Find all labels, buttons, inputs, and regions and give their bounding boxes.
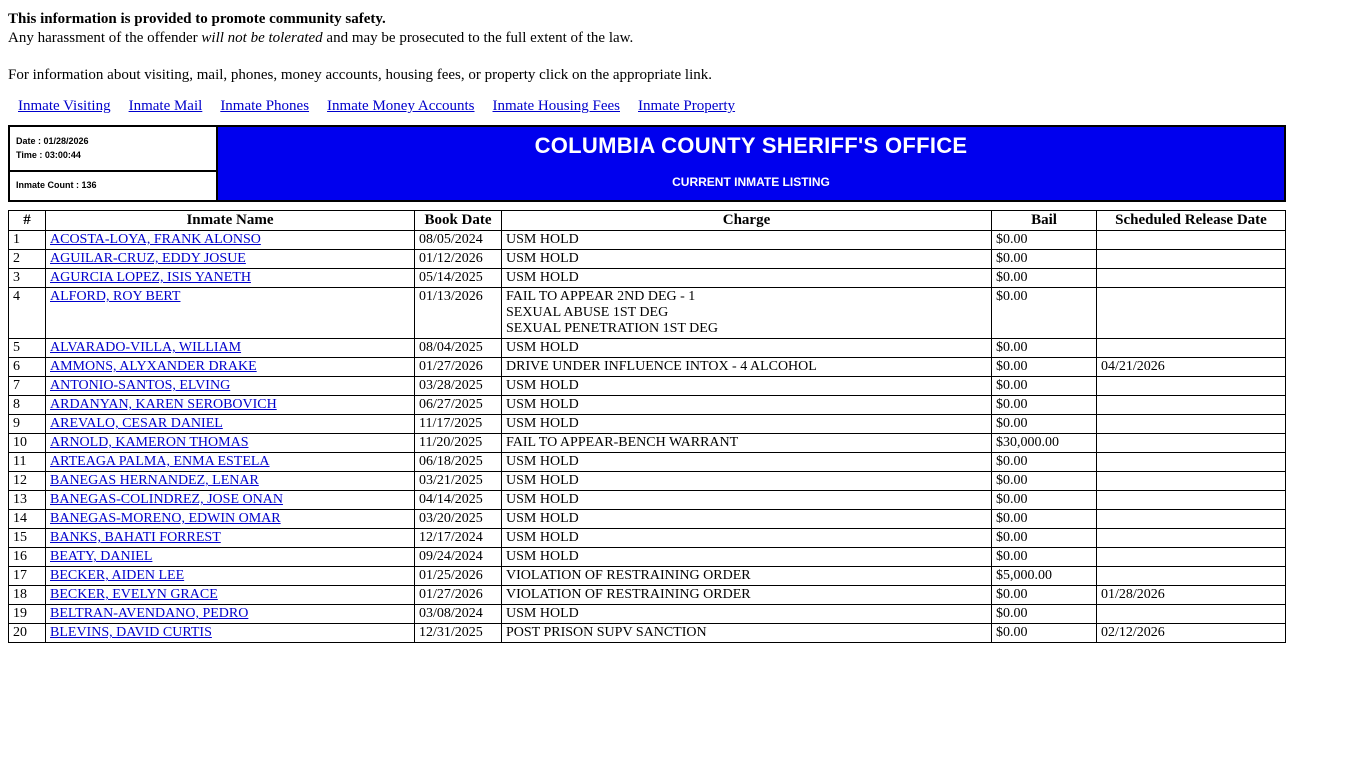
bail-cell: $0.00 xyxy=(992,396,1097,415)
book-date-cell: 03/08/2024 xyxy=(415,605,502,624)
charge-line: USM HOLD xyxy=(506,606,579,622)
book-date-cell: 05/14/2025 xyxy=(415,269,502,288)
row-number: 17 xyxy=(9,567,46,586)
book-date-cell: 12/17/2024 xyxy=(415,529,502,548)
row-number: 20 xyxy=(9,624,46,643)
charge-cell xyxy=(502,491,992,510)
bail-cell: $0.00 xyxy=(992,415,1097,434)
inmate-name-link[interactable]: BANKS, BAHATI FORREST xyxy=(50,530,221,546)
table-header-row xyxy=(9,211,1286,231)
link-inmate-money-accounts[interactable]: Inmate Money Accounts xyxy=(327,98,475,115)
inmate-name-link[interactable]: ARDANYAN, KAREN SEROBOVICH xyxy=(50,397,277,413)
book-date-cell: 12/31/2025 xyxy=(415,624,502,643)
inmate-name-link[interactable]: BECKER, EVELYN GRACE xyxy=(50,587,218,603)
charge-line: VIOLATION OF RESTRAINING ORDER xyxy=(506,587,751,603)
row-number: 5 xyxy=(9,339,46,358)
report-subtitle: CURRENT INMATE LISTING xyxy=(672,174,830,189)
inmate-name-link[interactable]: ALFORD, ROY BERT xyxy=(50,289,181,305)
release-date-cell xyxy=(1097,288,1286,339)
column-header-book-date: Book Date xyxy=(415,211,502,231)
charge-cell xyxy=(502,358,992,377)
charge-cell xyxy=(502,396,992,415)
report-meta-panel xyxy=(10,127,218,200)
row-number: 3 xyxy=(9,269,46,288)
release-date-cell: 04/21/2026 xyxy=(1097,358,1286,377)
row-number: 18 xyxy=(9,586,46,605)
book-date-cell: 11/20/2025 xyxy=(415,434,502,453)
table-body xyxy=(9,231,1286,643)
table-row xyxy=(9,377,1286,396)
release-date-cell xyxy=(1097,453,1286,472)
book-date-cell: 03/28/2025 xyxy=(415,377,502,396)
charge-line: FAIL TO APPEAR-BENCH WARRANT xyxy=(506,435,739,451)
release-date-cell xyxy=(1097,250,1286,269)
column-header-number: # xyxy=(9,211,46,231)
table-row xyxy=(9,605,1286,624)
charge-cell xyxy=(502,510,992,529)
charge-line: USM HOLD xyxy=(506,549,579,565)
table-row xyxy=(9,472,1286,491)
row-number: 10 xyxy=(9,434,46,453)
charge-cell xyxy=(502,339,992,358)
row-number: 2 xyxy=(9,250,46,269)
charge-line: USM HOLD xyxy=(506,473,579,489)
charge-cell xyxy=(502,288,992,339)
bail-cell: $0.00 xyxy=(992,453,1097,472)
release-date-cell xyxy=(1097,548,1286,567)
inmate-name-cell xyxy=(46,339,415,358)
bail-cell: $30,000.00 xyxy=(992,434,1097,453)
charge-cell xyxy=(502,605,992,624)
harassment-notice xyxy=(8,29,1358,48)
release-date-cell xyxy=(1097,434,1286,453)
release-date-cell xyxy=(1097,567,1286,586)
table-row xyxy=(9,358,1286,377)
information-notice: For information about visiting, mail, phones, money accounts, housing fees, or property click on the appropriate link. xyxy=(8,66,713,83)
inmate-name-cell xyxy=(46,377,415,396)
inmate-name-link[interactable]: BLEVINS, DAVID CURTIS xyxy=(50,625,212,641)
charge-cell xyxy=(502,453,992,472)
book-date-cell: 06/27/2025 xyxy=(415,396,502,415)
row-number: 1 xyxy=(9,231,46,250)
release-date-cell xyxy=(1097,269,1286,288)
inmate-name-link[interactable]: ARNOLD, KAMERON THOMAS xyxy=(50,435,249,451)
inmate-name-cell xyxy=(46,250,415,269)
row-number: 4 xyxy=(9,288,46,339)
table-row xyxy=(9,491,1286,510)
release-date-cell: 01/28/2026 xyxy=(1097,586,1286,605)
charge-cell xyxy=(502,624,992,643)
book-date-cell: 03/20/2025 xyxy=(415,510,502,529)
link-inmate-property[interactable]: Inmate Property xyxy=(638,98,736,115)
charge-line: USM HOLD xyxy=(506,454,579,470)
inmate-name-cell xyxy=(46,586,415,605)
inmate-name-cell xyxy=(46,288,415,339)
charge-line: USM HOLD xyxy=(506,270,579,286)
link-inmate-housing-fees[interactable]: Inmate Housing Fees xyxy=(492,98,620,115)
book-date-cell: 06/18/2025 xyxy=(415,453,502,472)
inmate-name-link[interactable]: AGUILAR-CRUZ, EDDY JOSUE xyxy=(50,251,246,267)
report-date: Date : 01/28/2026 xyxy=(16,136,89,147)
book-date-cell: 03/21/2025 xyxy=(415,472,502,491)
book-date-cell: 08/05/2024 xyxy=(415,231,502,250)
bail-cell: $0.00 xyxy=(992,605,1097,624)
bail-cell: $0.00 xyxy=(992,529,1097,548)
charge-line: USM HOLD xyxy=(506,378,579,394)
charge-line: USM HOLD xyxy=(506,232,579,248)
inmate-name-cell xyxy=(46,510,415,529)
inmate-name-cell xyxy=(46,548,415,567)
row-number: 15 xyxy=(9,529,46,548)
spacer xyxy=(8,48,1358,66)
inmate-listing-table xyxy=(8,210,1286,643)
agency-banner xyxy=(218,127,1284,200)
charge-line: USM HOLD xyxy=(506,416,579,432)
table-row xyxy=(9,510,1286,529)
charge-cell xyxy=(502,415,992,434)
row-number: 7 xyxy=(9,377,46,396)
inmate-name-cell xyxy=(46,624,415,643)
book-date-cell: 09/24/2024 xyxy=(415,548,502,567)
table-row xyxy=(9,250,1286,269)
charge-line: POST PRISON SUPV SANCTION xyxy=(506,625,707,641)
table-row xyxy=(9,415,1286,434)
inmate-name-link[interactable]: BEATY, DANIEL xyxy=(50,549,153,565)
link-inmate-phones[interactable]: Inmate Phones xyxy=(220,98,310,115)
table-row xyxy=(9,269,1286,288)
inmate-name-cell xyxy=(46,415,415,434)
table-row xyxy=(9,231,1286,250)
release-date-cell: 02/12/2026 xyxy=(1097,624,1286,643)
charge-cell xyxy=(502,269,992,288)
release-date-cell xyxy=(1097,415,1286,434)
bail-cell: $5,000.00 xyxy=(992,567,1097,586)
charge-cell xyxy=(502,472,992,491)
table-row xyxy=(9,339,1286,358)
bail-cell: $0.00 xyxy=(992,269,1097,288)
table-row xyxy=(9,567,1286,586)
charge-line: VIOLATION OF RESTRAINING ORDER xyxy=(506,568,751,584)
charge-cell xyxy=(502,529,992,548)
inmate-name-link[interactable]: ANTONIO-SANTOS, ELVING xyxy=(50,378,231,394)
inmate-name-link[interactable]: BANEGAS-COLINDREZ, JOSE ONAN xyxy=(50,492,283,508)
row-number: 13 xyxy=(9,491,46,510)
harassment-notice-part2: and may be prosecuted to the full extent of the law. xyxy=(322,29,634,46)
charge-line: USM HOLD xyxy=(506,251,579,267)
charge-line: USM HOLD xyxy=(506,492,579,508)
charge-line: DRIVE UNDER INFLUENCE INTOX - 4 ALCOHOL xyxy=(506,359,817,375)
column-header-bail: Bail xyxy=(992,211,1097,231)
row-number: 14 xyxy=(9,510,46,529)
row-number: 11 xyxy=(9,453,46,472)
bail-cell: $0.00 xyxy=(992,339,1097,358)
inmate-name-link[interactable]: BECKER, AIDEN LEE xyxy=(50,568,185,584)
inmate-name-cell xyxy=(46,231,415,250)
inmate-name-link[interactable]: ARTEAGA PALMA, ENMA ESTELA xyxy=(50,454,270,470)
bail-cell: $0.00 xyxy=(992,231,1097,250)
community-safety-notice: This information is provided to promote community safety. xyxy=(8,11,386,27)
column-header-inmate-name: Inmate Name xyxy=(46,211,415,231)
spacer-2 xyxy=(8,84,1358,98)
release-date-cell xyxy=(1097,491,1286,510)
inmate-name-cell xyxy=(46,269,415,288)
charge-cell xyxy=(502,434,992,453)
harassment-notice-part1: Any harassment of the offender xyxy=(8,29,202,46)
book-date-cell: 01/25/2026 xyxy=(415,567,502,586)
charge-line: FAIL TO APPEAR 2ND DEG - 1 xyxy=(506,289,696,305)
inmate-name-cell xyxy=(46,529,415,548)
inmate-name-link[interactable]: BANEGAS HERNANDEZ, LENAR xyxy=(50,473,259,489)
charge-cell xyxy=(502,231,992,250)
report-header xyxy=(8,125,1286,202)
bail-cell: $0.00 xyxy=(992,250,1097,269)
charge-line: USM HOLD xyxy=(506,530,579,546)
table-header xyxy=(9,211,1286,231)
inmate-name-cell xyxy=(46,434,415,453)
inmate-name-cell xyxy=(46,396,415,415)
book-date-cell: 08/04/2025 xyxy=(415,339,502,358)
charge-cell xyxy=(502,377,992,396)
bail-cell: $0.00 xyxy=(992,548,1097,567)
bail-cell: $0.00 xyxy=(992,472,1097,491)
row-number: 19 xyxy=(9,605,46,624)
table-row xyxy=(9,453,1286,472)
table-row xyxy=(9,434,1286,453)
link-inmate-mail[interactable]: Inmate Mail xyxy=(128,98,203,115)
inmate-name-cell xyxy=(46,472,415,491)
row-number: 6 xyxy=(9,358,46,377)
bail-cell: $0.00 xyxy=(992,358,1097,377)
inmate-name-link[interactable]: ACOSTA-LOYA, FRANK ALONSO xyxy=(50,232,261,248)
release-date-cell xyxy=(1097,231,1286,250)
release-date-cell xyxy=(1097,339,1286,358)
charge-line: SEXUAL PENETRATION 1ST DEG xyxy=(506,321,718,337)
link-inmate-visiting[interactable]: Inmate Visiting xyxy=(18,98,111,115)
table-row xyxy=(9,529,1286,548)
row-number: 12 xyxy=(9,472,46,491)
harassment-notice-emphasis: will not be tolerated xyxy=(201,29,323,46)
charge-line: SEXUAL ABUSE 1ST DEG xyxy=(506,305,669,321)
inmate-name-link[interactable]: BANEGAS-MORENO, EDWIN OMAR xyxy=(50,511,281,527)
release-date-cell xyxy=(1097,510,1286,529)
inmate-name-cell xyxy=(46,491,415,510)
report-datetime xyxy=(10,127,216,172)
charge-line: USM HOLD xyxy=(506,340,579,356)
table-row xyxy=(9,548,1286,567)
book-date-cell: 01/27/2026 xyxy=(415,586,502,605)
agency-title: COLUMBIA COUNTY SHERIFF'S OFFICE xyxy=(534,132,968,158)
bail-cell: $0.00 xyxy=(992,586,1097,605)
book-date-cell: 04/14/2025 xyxy=(415,491,502,510)
book-date-cell: 01/13/2026 xyxy=(415,288,502,339)
inmate-name-link[interactable]: ALVARADO-VILLA, WILLIAM xyxy=(50,340,242,356)
inmate-service-links xyxy=(8,98,1358,115)
inmate-name-cell xyxy=(46,567,415,586)
report-time: Time : 03:00:44 xyxy=(16,149,81,160)
row-number: 8 xyxy=(9,396,46,415)
release-date-cell xyxy=(1097,396,1286,415)
inmate-name-link[interactable]: BELTRAN-AVENDANO, PEDRO xyxy=(50,606,249,622)
book-date-cell: 11/17/2025 xyxy=(415,415,502,434)
release-date-cell xyxy=(1097,605,1286,624)
charge-cell xyxy=(502,586,992,605)
bail-cell: $0.00 xyxy=(992,491,1097,510)
inmate-name-link[interactable]: AGURCIA LOPEZ, ISIS YANETH xyxy=(50,270,251,286)
table-row xyxy=(9,586,1286,605)
charge-cell xyxy=(502,548,992,567)
book-date-cell: 01/12/2026 xyxy=(415,250,502,269)
row-number: 9 xyxy=(9,415,46,434)
inmate-name-link[interactable]: AMMONS, ALYXANDER DRAKE xyxy=(50,359,257,375)
charge-line: USM HOLD xyxy=(506,397,579,413)
charge-cell xyxy=(502,567,992,586)
bail-cell: $0.00 xyxy=(992,624,1097,643)
table-row xyxy=(9,396,1286,415)
table-row xyxy=(9,624,1286,643)
release-date-cell xyxy=(1097,529,1286,548)
bail-cell: $0.00 xyxy=(992,510,1097,529)
inmate-name-cell xyxy=(46,453,415,472)
column-header-charge: Charge xyxy=(502,211,992,231)
bail-cell: $0.00 xyxy=(992,288,1097,339)
release-date-cell xyxy=(1097,472,1286,491)
column-header-release-date: Scheduled Release Date xyxy=(1097,211,1286,231)
table-row xyxy=(9,288,1286,339)
inmate-name-cell xyxy=(46,605,415,624)
inmate-name-cell xyxy=(46,358,415,377)
bail-cell: $0.00 xyxy=(992,377,1097,396)
charge-line: USM HOLD xyxy=(506,511,579,527)
charge-cell xyxy=(502,250,992,269)
inmate-count: Inmate Count : 136 xyxy=(16,180,97,191)
row-number: 16 xyxy=(9,548,46,567)
book-date-cell: 01/27/2026 xyxy=(415,358,502,377)
release-date-cell xyxy=(1097,377,1286,396)
inmate-name-link[interactable]: AREVALO, CESAR DANIEL xyxy=(50,416,223,432)
